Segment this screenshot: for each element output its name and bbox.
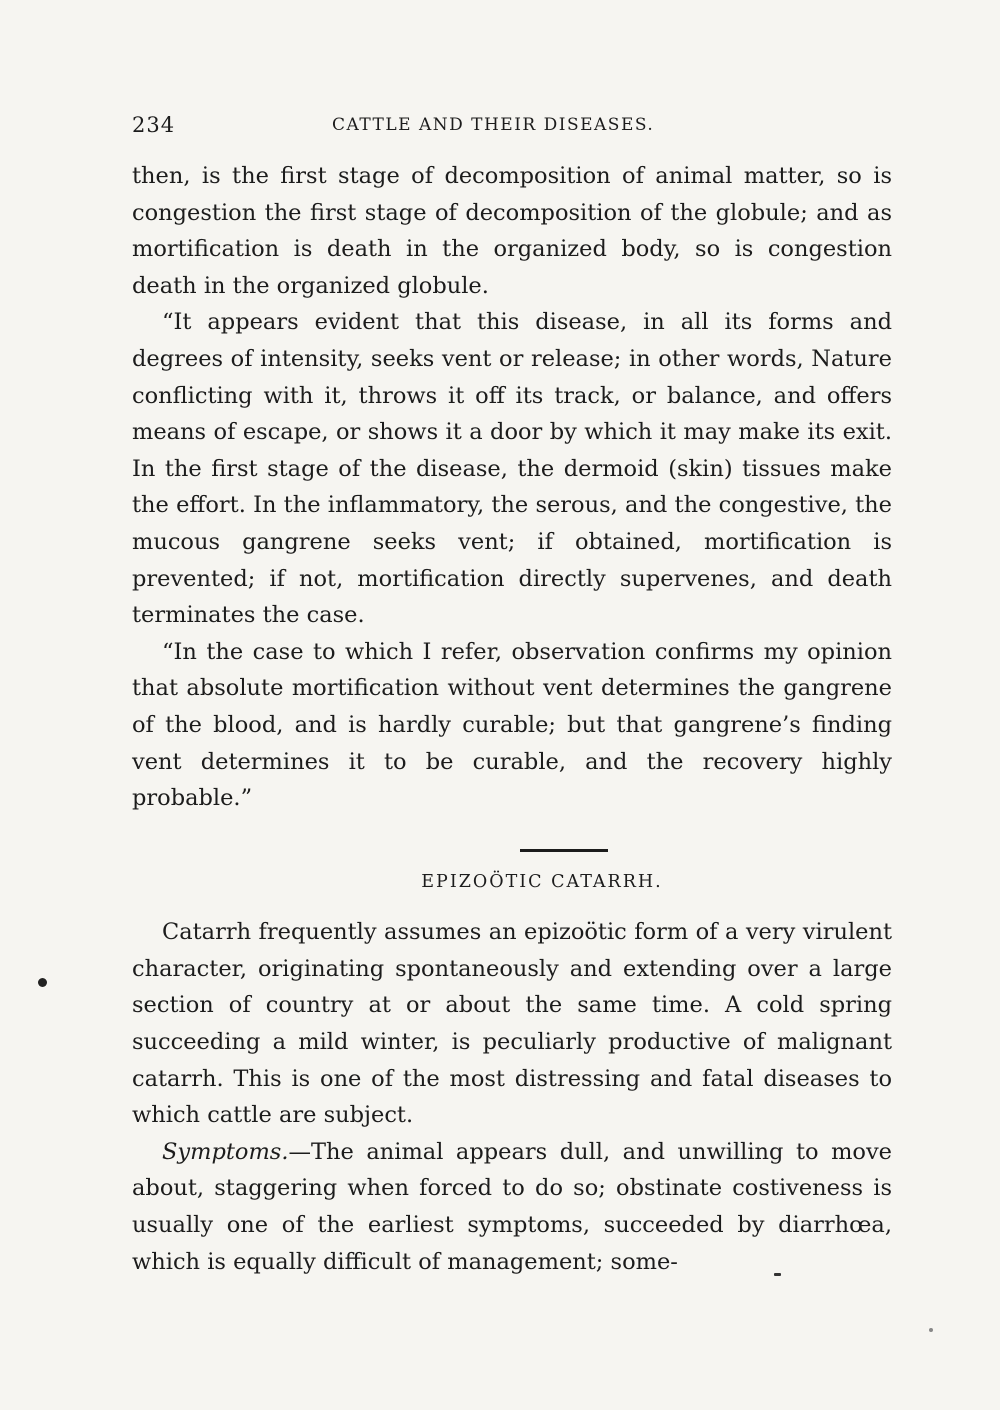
- running-head: [132, 113, 892, 143]
- paragraph-quote-2: “In the case to which I refer, observation confirms my opinion that absolute mortification without vent determines the gangrene of the blood, and is hardly curable; but that gangrene’s finding vent determines it to be curable, and the recovery highly probable.”: [132, 638, 892, 812]
- symptoms-text: —The animal appears dull, and unwilling to move about, staggering when forced to do so; obstinate costiveness is usually one of the earliest symptoms, succeeded by diarrhœa, which is equally difficult of management; some-: [132, 1138, 892, 1275]
- scan-speck: [929, 1328, 933, 1332]
- section-heading: EPIZOÖTIC CATARRH.: [421, 871, 663, 892]
- paragraph-catarrh: Catarrh frequently assumes an epizoötic form of a very virulent character, originating spontaneously and extending over a large section of country at or about the same time. A cold spring succeeding a mild winter, is peculiarly productive of malignant catarrh. This is one of the most distressing and fatal diseases to which cattle are subject.: [132, 919, 892, 1129]
- running-title: CATTLE AND THEIR DISEASES.: [332, 115, 655, 135]
- paragraph-continuation: then, is the first stage of decomposition of animal matter, so is congestion the first stage of decomposition of the globule; and as mortification is death in the organized body, so is congestion death in the organized globule.: [132, 163, 892, 299]
- body-text: [132, 158, 892, 1280]
- section-divider-rule: [520, 849, 608, 852]
- symptoms-label: Symptoms.: [162, 1138, 289, 1165]
- paragraph-symptoms: [132, 1134, 892, 1280]
- scan-speck: [774, 1273, 781, 1276]
- scan-speck: [38, 978, 47, 987]
- paragraph-quote-1: “It appears evident that this disease, in all its forms and degrees of intensity, seeks vent or release; in other words, Nature conflicting with it, throws it off its track, or balance, and offers means of escape, or shows it a door by which it may make its exit. In the first stage of the disease, the dermoid (skin) tissues make the effort. In the inflammatory, the serous, and the congestive, the mucous gangrene seeks vent; if obtained, mortification is prevented; if not, mortification directly supervenes, and death terminates the case.: [132, 309, 892, 629]
- page-number: 234: [132, 113, 176, 137]
